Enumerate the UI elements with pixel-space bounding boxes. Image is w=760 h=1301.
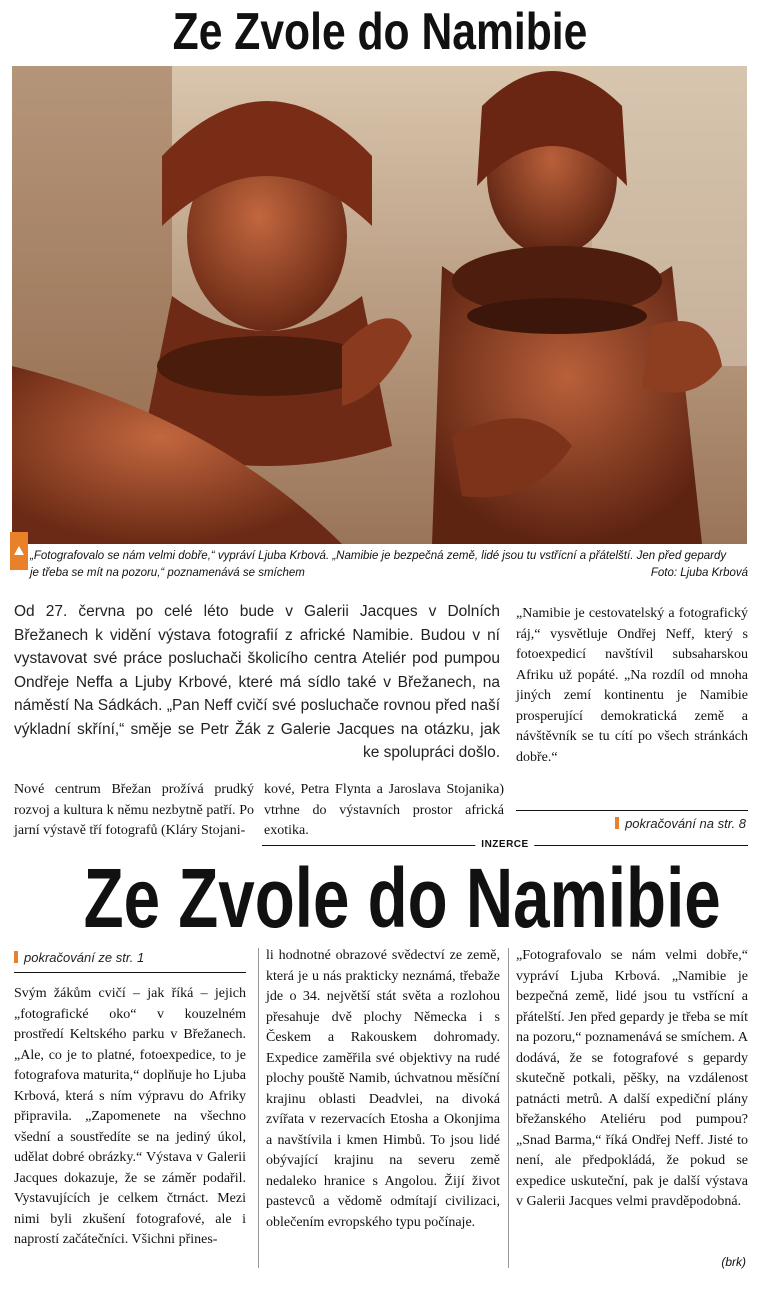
himba-women-photo — [12, 66, 747, 544]
author-signature: (brk) — [721, 1255, 746, 1269]
headline-top: Ze Zvole do Namibie — [172, 3, 588, 61]
column-divider — [508, 948, 509, 1268]
article-column-1: Svým žákům cvičí – jak říká – jejich „fotografické oko“ v kouzelném prostředí Keltského parku v Břežanech. „Ale, co je to platné, fotoexpedice, to je fotografova maturita,“ doplňuje ho Ljuba Krbová, která s ním výpravu do Afriky připravila. „Zapomenete na všechno všední a soustředíte se na jediný úkol, udělat dobré obrázky.“ Výstava v Galerii Jacques dokazuje, že se záměr podařil. Vystavujících je celkem čtrnáct. Mezi nimi byli zkušení fotografové, ale i naprostí začátečníci. Všichni přines- — [14, 986, 246, 1247]
caption-text: „Fotografovalo se nám velmi dobře,“ vypráví Ljuba Krbová. „Namibie je bezpečná země, lidé jsou tu vstřícní a přátelští. Jen před gepardy je třeba se mít na pozoru,“ poznamenává se smíchem — [30, 550, 727, 579]
article-column-2: li hodnotné obrazové svědectví ze země, která je u nás prakticky neznámá, třebaže jde o 34. největší stát světa a rozlohou přesahuje dvě plochy Německa i s Českem a Rakouskem dohromady. Expedice zaměřila své objektivy na rudé plochy pouště Namib, úchvatnou měsíční krajinu oblasti Deadvlei, na divoká zvířata v rezervacích Etosha a Okonjima a navštívila i kmen Himbů. To jsou lidé obývající krajinu na severu země nedaleko hranice s Angolou. Žijí život pastevců a vědomě odmítají civilizaci, oblečením evropského typu počínaje. — [266, 948, 500, 1230]
quote-column: „Namibie je cestovatelský a fotografický ráj,“ vysvětluje Ondřej Neff, který s fotoexpedicí navštívil subsaharskou Afriku už popáté. „Na rozdíl od mnoha jiných zemí kontinentu je Namibie prosperující demokratická země a návštěvník se tu cítí po všech stránkách dobře.“ — [516, 606, 748, 765]
photo-marker-icon — [10, 532, 28, 570]
divider — [14, 972, 246, 973]
continued-from-label — [14, 950, 144, 965]
photo-credit: Foto: Ljuba Krbová — [650, 567, 748, 579]
headline-bottom: Ze Zvole do Namibie — [83, 851, 721, 945]
article-column-a: Nové centrum Břežan prožívá prudký rozvoj a kultura k němu nezbytně patří. Po jarní výstavě tří fotografů (Kláry Stojani- — [14, 782, 254, 838]
article-column-3: „Fotografovalo se nám velmi dobře,“ vypráví Ljuba Krbová. „Namibie je bezpečná země, lidé jsou tu vstřícní a přátelští. Jen před gepardy je třeba se mít na pozoru,“ poznamenává se smíchem. A dodává, že se fotografové s gepardy skutečně potkali, pěšky, na vzdálenost patnácti metrů. A další expediční plány břežanského Ateliéru pod pumpou? „Snad Barma,“ říká Ondřej Neff. Jisté to není, ale předpokládá, že pokud se expedice uskuteční, pak je další výstava v Galerii Jacques velmi pravděpodobná. — [516, 948, 748, 1209]
inzerce-text: INZERCE — [475, 838, 534, 852]
column-divider — [258, 948, 259, 1268]
continued-from-text: pokračování ze str. 1 — [24, 950, 145, 965]
accent-mark-icon — [615, 817, 619, 829]
lead-paragraph: Od 27. června po celé léto bude v Galerii Jacques v Dolních Břežanech k vidění výstava fotografií z africké Namibie. Budou v ní vystavovat své práce posluchači školicího centra Ateliér pod pumpou Ondřeje Neffa a Ljuby Krbové, které má sídlo také v Břežanech, na náměstí Na Sádkách. „Pan Neff cvičí své posluchače rovnou před naší výkladní skříní,“ směje se Petr Žák z Galerie Jacques na otázku, jak ke spolupráci došlo. — [14, 603, 500, 761]
divider — [516, 810, 748, 811]
continued-to-label — [615, 816, 746, 831]
article-column-b: kové, Petra Flynta a Jaroslava Stojanika) vtrhne do výstavních prostor africká exotika. — [264, 782, 504, 838]
photo-caption — [30, 548, 748, 582]
continued-to-text: pokračování na str. 8 — [625, 816, 746, 831]
accent-mark-icon — [14, 951, 18, 963]
